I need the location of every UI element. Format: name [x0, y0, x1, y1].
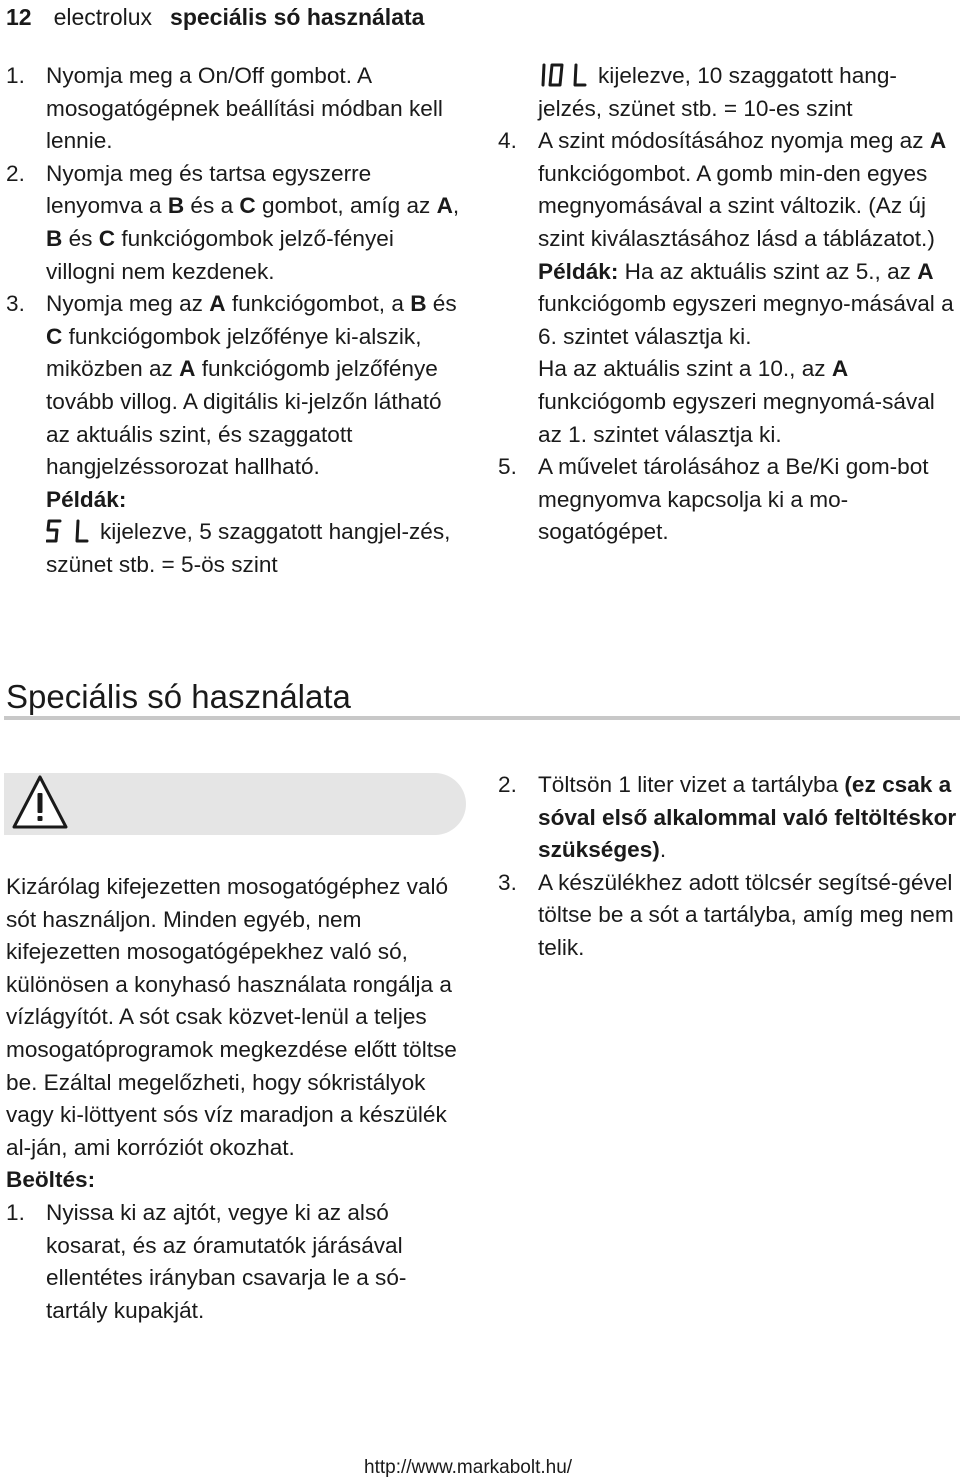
footer-url: http://www.markabolt.hu/ [364, 1457, 573, 1478]
warning-section [6, 871, 466, 1327]
warning-triangle-icon [10, 773, 70, 833]
list-item: 1. Nyomja meg a On/Off gombot. A mosogatógépnek beállítási módban kell lennie. [6, 63, 443, 154]
list-item: 2. Töltsön 1 liter vizet a tartályba (ez csak a sóval első alkalommal való feltöltéskor szükséges). [498, 772, 957, 863]
example-10l: kijelezve, 10 szaggatott hang-jelzés, szünet stb. = 10-es szint [538, 63, 897, 121]
segment-display-5l-icon [46, 519, 90, 543]
list-item: 3. Nyomja meg az A funkciógombot, a B és C funkciógombok jelzőfénye ki-alszik, miközben az A funkciógomb jelzőfénye tovább villog. A digitális ki-jelzőn látható az aktuális szint, és szaggatott hangjelzéssorozat hallható. Példák: kijelezve, 5 szaggatott hangjel-zés, szünet stb. = 5-ös szint [6, 288, 466, 581]
left-column [6, 60, 466, 582]
examples-block-2: Ha az aktuális szint a 10., az A funkciógomb egyszeri megnyomá-sával az 1. szintet választja ki. [538, 356, 935, 447]
list-item: 2. Nyomja meg és tartsa egyszerre lenyomva a B és a C gombot, amíg az A, B és C funkciógombok jelző-fényei villogni nem kezdenek. [6, 160, 460, 284]
examples-label: Példák: [46, 486, 127, 512]
list-item: 5. A művelet tárolásához a Be/Ki gom-bot megnyomva kapcsolja ki a mo-sogatógépet. [498, 454, 929, 545]
section-divider [4, 716, 960, 720]
page-title: speciális só használata [170, 4, 425, 30]
filling-steps [498, 769, 960, 965]
page-number: 12 [6, 4, 32, 30]
examples-block: Példák: Ha az aktuális szint az 5., az A funkciógomb egyszeri megnyo-másával a 6. szintet választja ki. [538, 258, 954, 349]
list-item: 4. A szint módosításához nyomja meg az A funkciógombot. A gomb min-den egyes megnyomásával a szint változik. (Az új szint kiválasztásához lásd a táblázatot.) Példák: Ha az aktuális szint az 5., az A funkciógomb egyszeri megnyo-másával a 6. szintet választja ki. Ha az aktuális szint a 10., az A funkciógomb egyszeri megnyomá-sával az 1. szintet választja ki. [498, 125, 960, 451]
page-header [6, 2, 424, 32]
list-item: 3. A készülékhez adott tölcsér segítsé-gével töltse be a sót a tartályba, amíg meg nem telik. [498, 869, 954, 960]
right-column [498, 60, 960, 549]
brand-name: electrolux [53, 4, 153, 30]
filling-label: Beöltés: [6, 1167, 96, 1193]
example-5l: kijelezve, 5 szaggatott hangjel-zés, szünet stb. = 5-ös szint [46, 519, 451, 577]
section-title: Speciális só használata [6, 678, 351, 715]
list-item: 1. Nyissa ki az ajtót, vegye ki az alsó kosarat, és az óramutatók járásával ellentétes irányban csavarja le a só-tartály kupakját. [6, 1199, 407, 1323]
warning-text: Kizárólag kifejezetten mosogatógéphez való sót használjon. Minden egyéb, nem kifejezetten mosogatógépekhez való só, különösen a konyhasó használata rongálja a vízlágyítót. A sót csak közvet-lenül a teljes mosogatóprogramok megkezdése előtt töltse be. Ezáltal megelőzheti, hogy sókristályok vagy ki-löttyent sós víz maradjon a készülék al-ján, ami korróziót okozhat. [6, 874, 457, 1160]
warning-band [4, 773, 466, 835]
segment-display-10l-icon [538, 63, 588, 87]
